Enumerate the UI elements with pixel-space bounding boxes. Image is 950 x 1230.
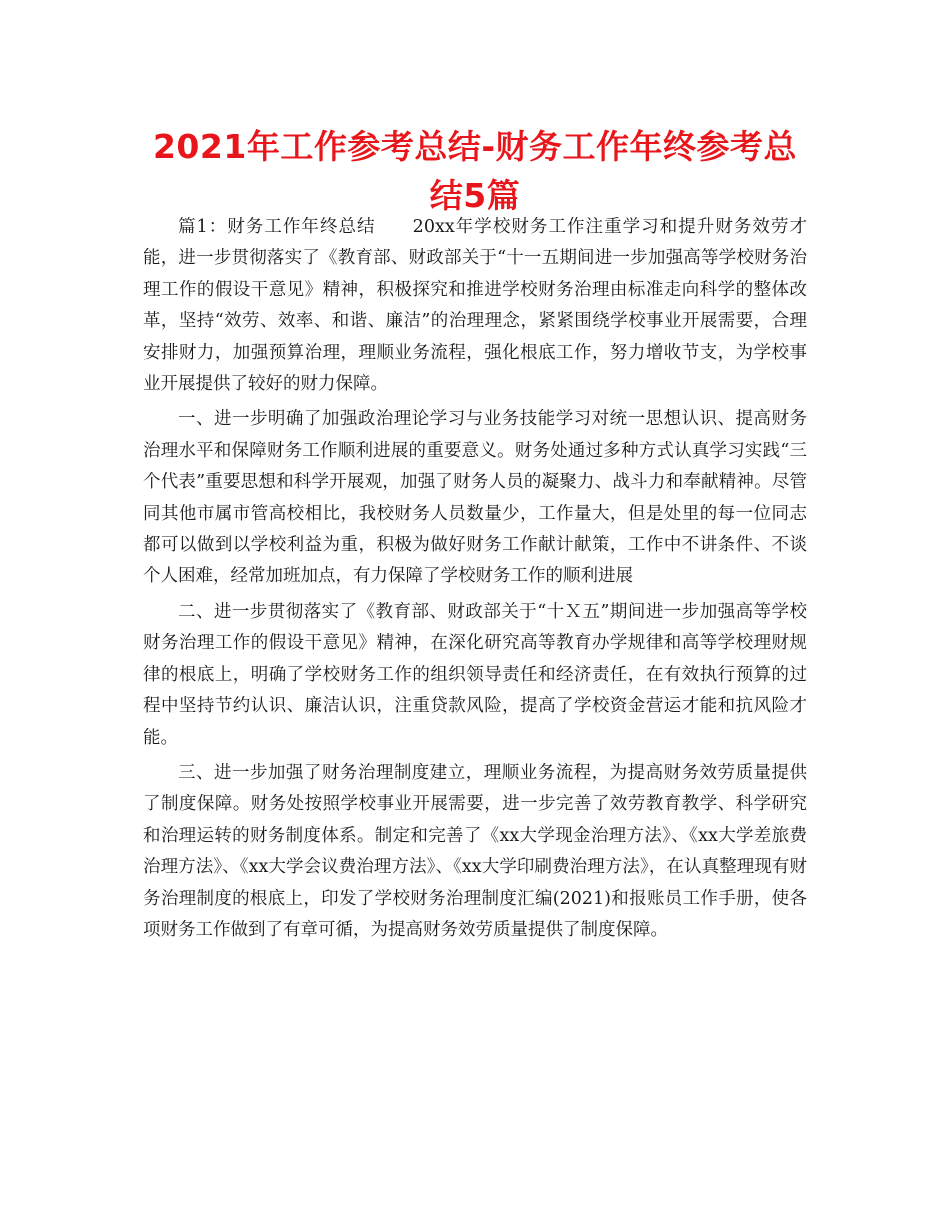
paragraph-1: 篇1：财务工作年终总结 20xx年学校财务工作注重学习和提升财务效劳才能，进一步贯彻落实了《教育部、财政部关于“十一五期间进一步加强高等学校财务治理工作的假设干意见》精神，积极探究和推进学校财务治理由标准走向科学的整体改革，坚持“效劳、效率、和谐、廉洁”的治理理念，紧紧围绕学校事业开展需要，合理安排财力，加强预算治理，理顺业务流程，强化根底工作，努力增收节支，为学校事业开展提供了较好的财力保障。 <box>143 217 807 395</box>
document-title: 2021年工作参考总结-财务工作年终参考总结5篇 <box>152 127 798 215</box>
document-body <box>143 212 807 950</box>
paragraph-3: 二、进一步贯彻落实了《教育部、财政部关于“十Ｘ五”期间进一步加强高等学校财务治理工作的假设干意见》精神，在深化研究高等教育办学规律和高等学校理财规律的根底上，明确了学校财务工作的组织领导责任和经济责任，在有效执行预算的过程中坚持节约认识、廉洁认识，注重贷款风险，提高了学校资金营运才能和抗风险才能。 <box>143 601 807 748</box>
paragraph-2: 一、进一步明确了加强政治理论学习与业务技能学习对统一思想认识、提高财务治理水平和保障财务工作顺利进展的重要意义。财务处通过多种方式认真学习实践“三个代表”重要思想和科学开展观，加强了财务人员的凝聚力、战斗力和奉献精神。尽管同其他市属市管高校相比，我校财务人员数量少，工作量大，但是处里的每一位同志都可以做到以学校利益为重，积极为做好财务工作献计献策，工作中不讲条件、不谈个人困难，经常加班加点，有力保障了学校财务工作的顺利进展 <box>143 409 807 587</box>
paragraph-4: 三、进一步加强了财务治理制度建立，理顺业务流程，为提高财务效劳质量提供了制度保障。财务处按照学校事业开展需要，进一步完善了效劳教育教学、科学研究和治理运转的财务制度体系。制定和完善了《xx大学现金治理方法》、《xx大学差旅费治理方法》、《xx大学会议费治理方法》、《xx大学印刷费治理方法》，在认真整理现有财务治理制度的根底上，印发了学校财务治理制度汇编(2021)和报账员工作手册，使各项财务工作做到了有章可循，为提高财务效劳质量提供了制度保障。 <box>143 762 807 940</box>
